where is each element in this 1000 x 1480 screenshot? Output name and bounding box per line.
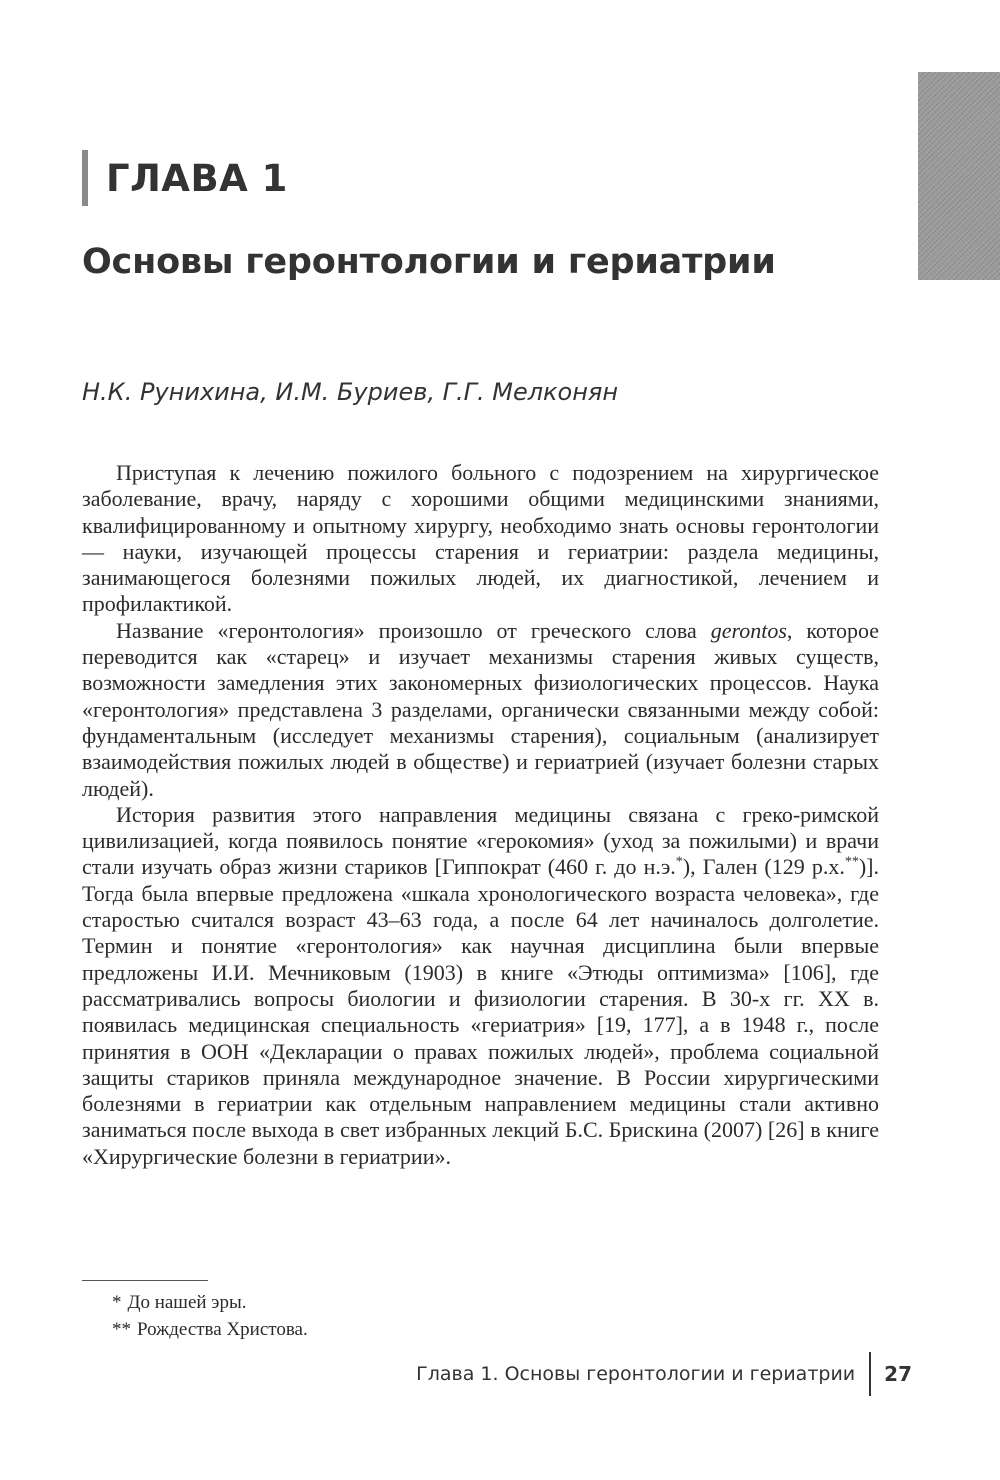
chapter-accent-bar xyxy=(82,150,88,206)
footer-divider xyxy=(869,1352,871,1396)
paragraph-2-text-end: , которое переводится как «старец» и изучает механизмы старения живых существ, возможности замедления этих закономерных физиологических процессов. Наука «геронтология» представлена 3 разделами, органически связанными между собой: фундаментальным (исследует механизмы старения), социальным (анализирует взаимодействия пожилых людей в обществе) и гериатрией (изучает болезни старых людей). xyxy=(82,617,879,801)
paragraph-1: Приступая к лечению пожилого больного с подозрением на хирургическое заболевание, врачу, наряду с хорошими общими медицинскими знаниями, квалифицированному и опытному хирургу, необходимо знать основы геронтологии — науки, изучающей процессы старения и гериатрии: раздела медицины, занимающегося болезнями пожилых людей, их диагностикой, лечением и профилактикой. xyxy=(82,460,879,617)
footnote-ref-2[interactable]: ** xyxy=(844,855,859,871)
paragraph-3-text-1: История развития этого направления медицины связана с греко-римской цивилизацией, когда появилось понятие «герокомия» (уход за пожилыми) и врачи стали изучать образ жизни стариков [Гиппократ (460 г. до н.э. xyxy=(82,801,879,880)
running-footer xyxy=(82,1352,912,1396)
paragraph-3 xyxy=(82,802,879,1170)
chapter-authors: Н.К. Рунихина, И.М. Буриев, Г.Г. Мелконян xyxy=(82,378,619,406)
footnote-ref-1[interactable]: * xyxy=(675,855,683,871)
footnotes xyxy=(112,1289,308,1343)
footnote-separator xyxy=(82,1280,208,1281)
footnote-1-marker: * xyxy=(112,1292,122,1313)
footnote-2-text: Рождества Христова. xyxy=(137,1319,308,1340)
chapter-thumb-tab xyxy=(918,72,1000,280)
chapter-number: ГЛАВА 1 xyxy=(106,156,288,200)
paragraph-3-text-2: ), Гален (129 р.х. xyxy=(682,854,845,880)
body-text xyxy=(82,460,879,1170)
footer-running-title: Глава 1. Основы геронтологии и гериатрии xyxy=(416,1363,856,1385)
paragraph-2 xyxy=(82,618,879,802)
page-number: 27 xyxy=(884,1362,912,1386)
footnote-2-marker: ** xyxy=(112,1319,131,1340)
chapter-title: Основы геронтологии и гериатрии xyxy=(82,242,776,282)
paragraph-2-greek-term: gerontos xyxy=(710,617,787,643)
paragraph-2-text-start: Название «геронтология» произошло от греческого слова xyxy=(116,617,711,643)
footnote-1-text: До нашей эры. xyxy=(127,1292,247,1313)
footnote-2 xyxy=(112,1316,308,1343)
paragraph-3-text-3: )]. Тогда была впервые предложена «шкала хронологического возраста человека», где старостью считался возраст 43–63 года, а после 64 лет начиналось долголетие. Термин и понятие «геронтология» как научная дисциплина были впервые предложены И.И. Мечниковым (1903) в книге «Этюды оптимизма» [106], где рассматривались вопросы биологии и физиологии старения. В 30-х гг. XX в. появилась медицинская специальность «гериатрия» [19, 177], а в 1948 г., после принятия в ООН «Декларации о правах пожилых людей», проблема социальной защиты стариков приняла международное значение. В России хирургическими болезнями в гериатрии как отдельным направлением медицины стали активно заниматься после выхода в свет избранных лекций Б.С. Брискина (2007) [26] в книге «Хирургические болезни в гериатрии». xyxy=(82,854,879,1169)
footnote-1 xyxy=(112,1289,308,1316)
chapter-label xyxy=(82,150,288,206)
